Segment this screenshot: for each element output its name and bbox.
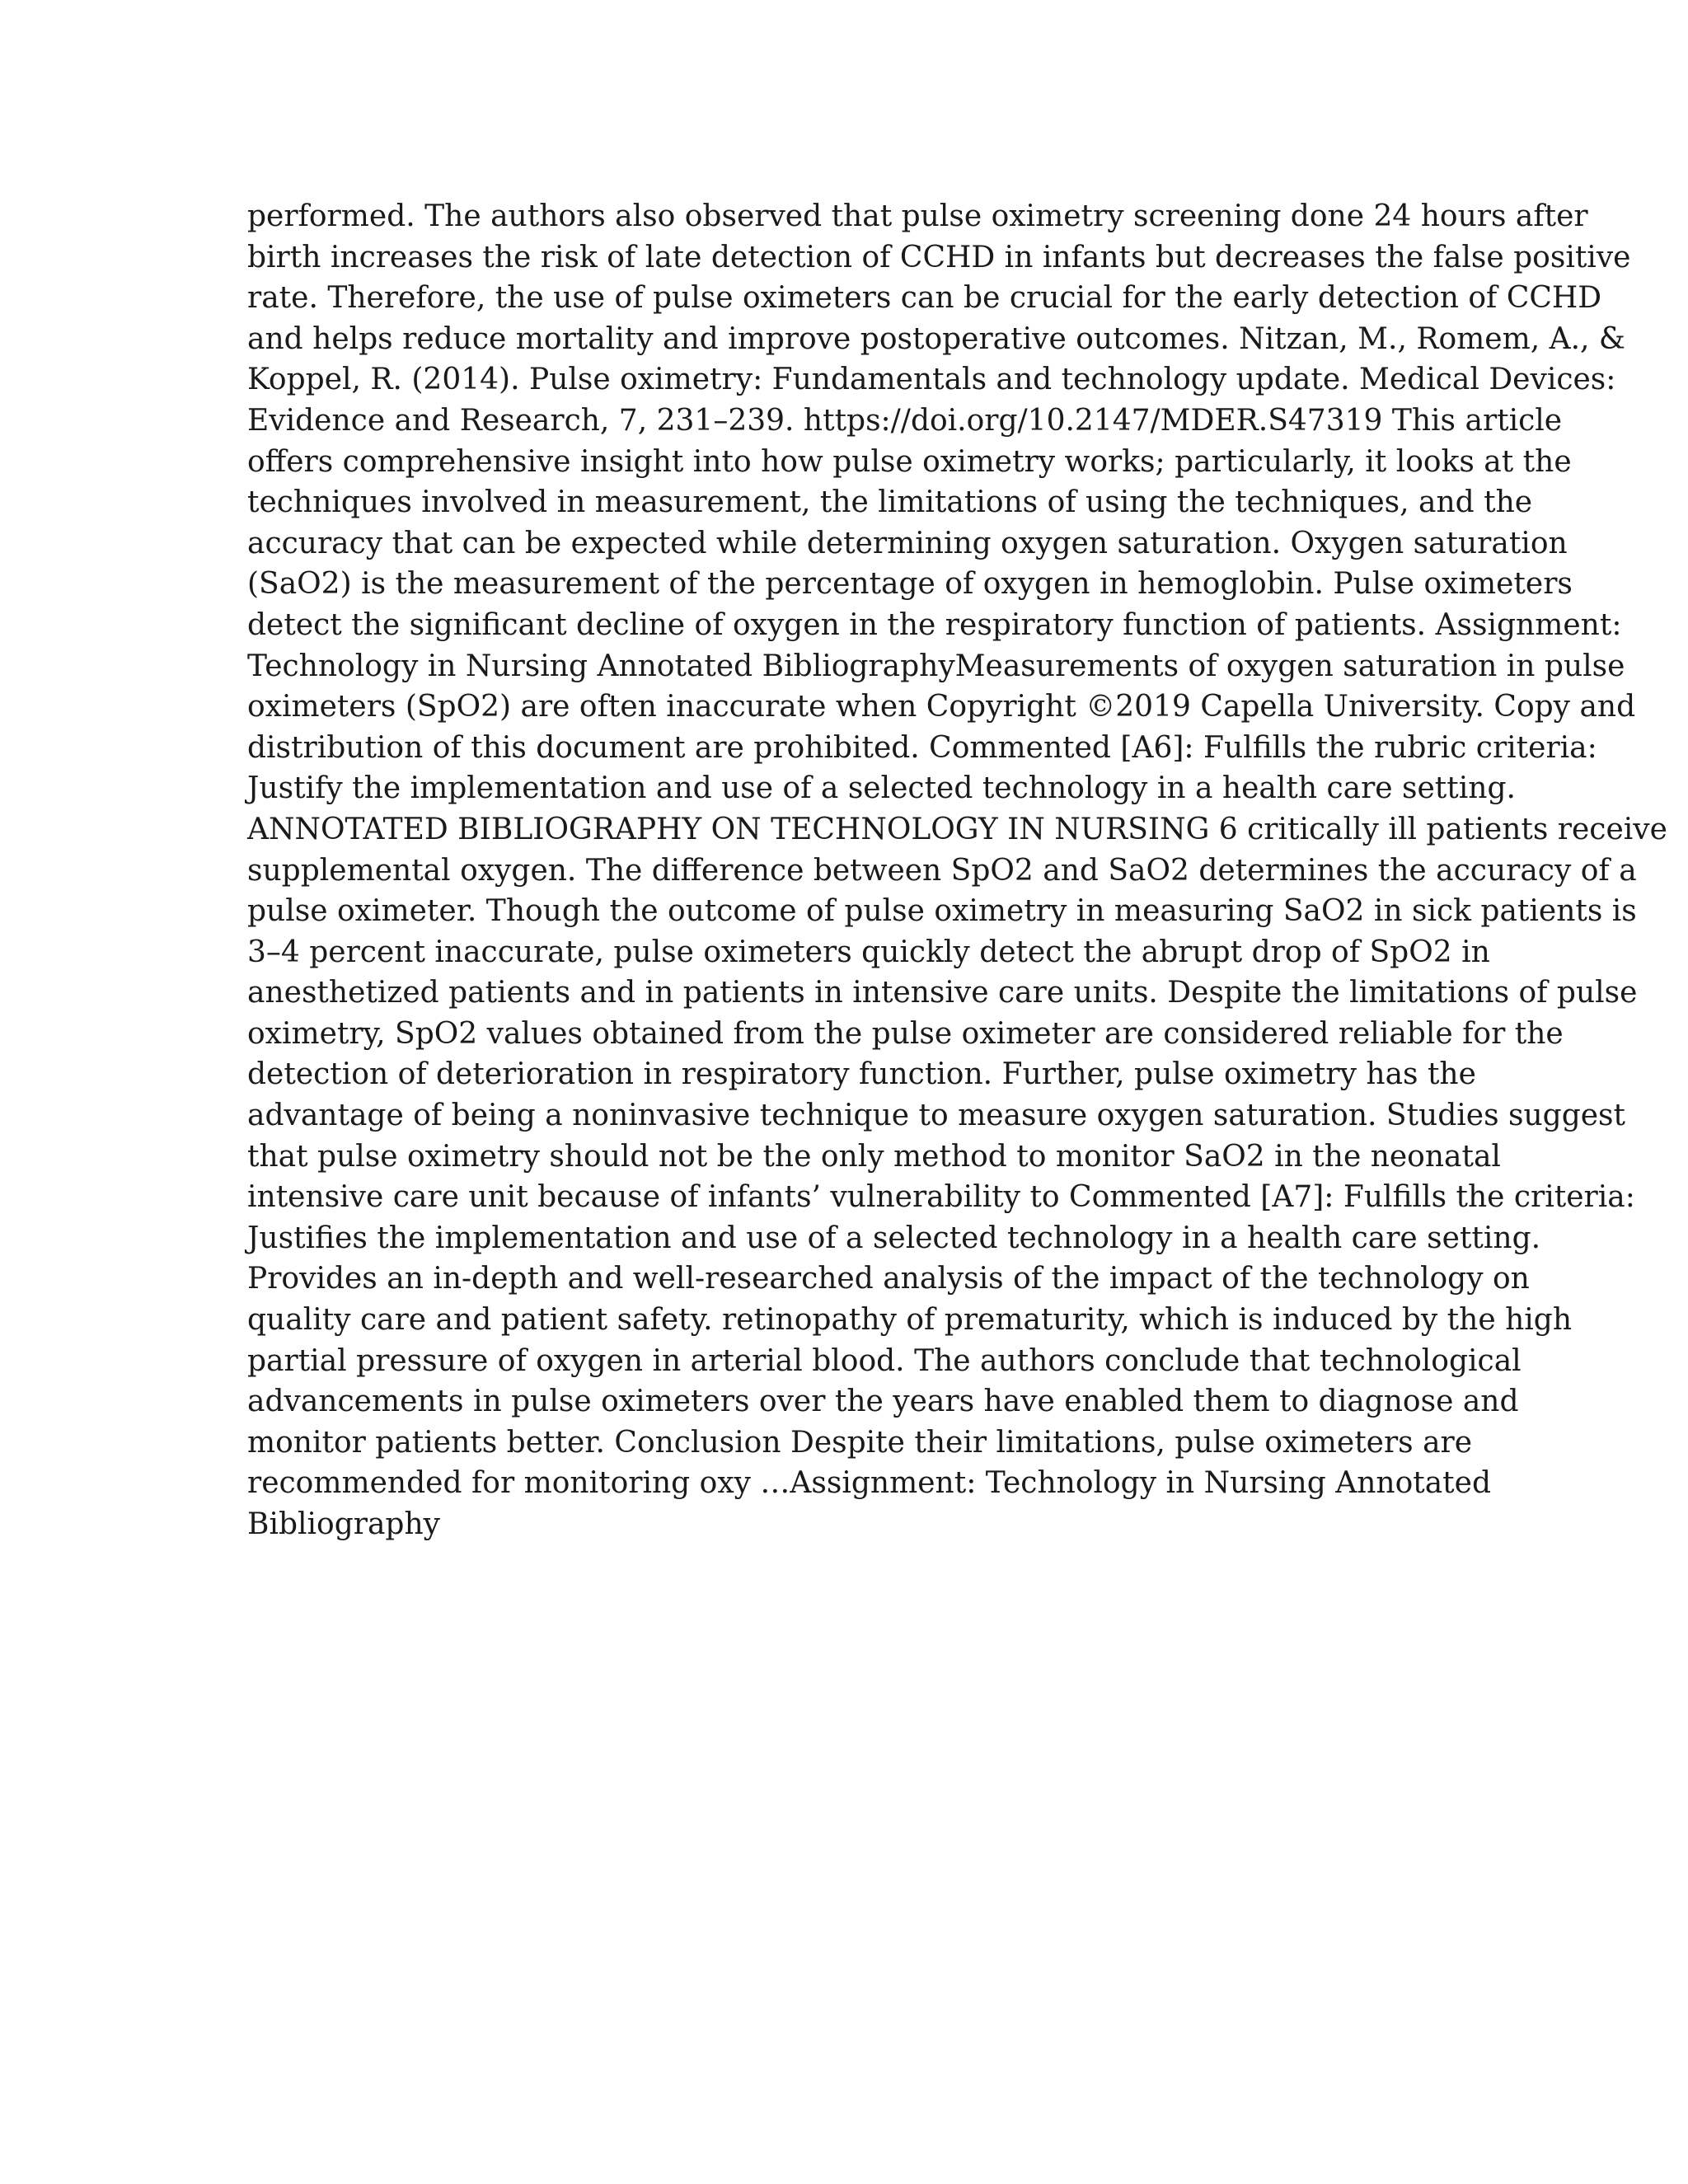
text-line: and helps reduce mortality and improve postoperative outcomes. Nitzan, M., Romem, A., &	[247, 321, 1625, 356]
text-line: advancements in pulse oximeters over the years have enabled them to diagnose and	[247, 1385, 1519, 1419]
text-line: Justify the implementation and use of a selected technology in a health care setting.	[247, 771, 1516, 806]
text-line: distribution of this document are prohibited. Commented [A6]: Fulfills the rubric criteria:	[247, 730, 1597, 765]
text-line: supplemental oxygen. The difference between SpO2 and SaO2 determines the accuracy of a	[247, 853, 1637, 888]
text-line: techniques involved in measurement, the limitations of using the techniques, and the	[247, 485, 1533, 520]
text-line: Technology in Nursing Annotated BibliographyMeasurements of oxygen saturation in pulse	[247, 649, 1625, 683]
text-line: rate. Therefore, the use of pulse oximeters can be crucial for the early detection of CCHD	[247, 281, 1602, 316]
text-line: oximetry, SpO2 values obtained from the pulse oximeter are considered reliable for the	[247, 1016, 1564, 1051]
text-line: monitor patients better. Conclusion Despite their limitations, pulse oximeters are	[247, 1425, 1473, 1460]
text-line: Justifies the implementation and use of a selected technology in a health care setting.	[247, 1221, 1541, 1255]
text-line: Bibliography	[247, 1507, 440, 1541]
text-line: Provides an in-depth and well-researched analysis of the impact of the technology on	[247, 1262, 1530, 1296]
text-line: oximeters (SpO2) are often inaccurate when Copyright ©2019 Capella University. Copy and	[247, 690, 1636, 724]
text-line: detect the significant decline of oxygen in the respiratory function of patients. Assignment:	[247, 607, 1622, 642]
text-line: ANNOTATED BIBLIOGRAPHY ON TECHNOLOGY IN NURSING 6 critically ill patients receive	[247, 812, 1667, 846]
text-line: partial pressure of oxygen in arterial blood. The authors conclude that technological	[247, 1343, 1522, 1378]
text-line: advantage of being a noninvasive technique to measure oxygen saturation. Studies suggest	[247, 1099, 1625, 1133]
text-line: that pulse oximetry should not be the only method to monitor SaO2 in the neonatal	[247, 1139, 1501, 1174]
text-line: accuracy that can be expected while determining oxygen saturation. Oxygen saturation	[247, 526, 1568, 560]
text-line: (SaO2) is the measurement of the percentage of oxygen in hemoglobin. Pulse oximeters	[247, 567, 1573, 602]
text-line: quality care and patient safety. retinopathy of prematurity, which is induced by the high	[247, 1303, 1573, 1338]
text-line: 3–4 percent inaccurate, pulse oximeters quickly detect the abrupt drop of SpO2 in	[247, 935, 1490, 969]
text-line: intensive care unit because of infants’ vulnerability to Commented [A7]: Fulfills the criteria:	[247, 1180, 1635, 1215]
text-line: recommended for monitoring oxy …Assignment: Technology in Nursing Annotated	[247, 1466, 1491, 1501]
text-line: performed. The authors also observed that pulse oximetry screening done 24 hours after	[247, 199, 1588, 233]
text-line: Evidence and Research, 7, 231–239. https://doi.org/10.2147/MDER.S47319 This article	[247, 403, 1563, 438]
text-line: pulse oximeter. Though the outcome of pulse oximetry in measuring SaO2 in sick patients is	[247, 894, 1637, 929]
text-line: offers comprehensive insight into how pulse oximetry works; particularly, it looks at the	[247, 444, 1572, 479]
text-line: detection of deterioration in respiratory function. Further, pulse oximetry has the	[247, 1057, 1476, 1092]
text-line: Koppel, R. (2014). Pulse oximetry: Fundamentals and technology update. Medical Devices:	[247, 363, 1616, 397]
text-line: birth increases the risk of late detection of CCHD in infants but decreases the false positive	[247, 240, 1631, 274]
body-text	[247, 196, 1667, 1545]
text-line: anesthetized patients and in patients in intensive care units. Despite the limitations of pulse	[247, 976, 1638, 1010]
